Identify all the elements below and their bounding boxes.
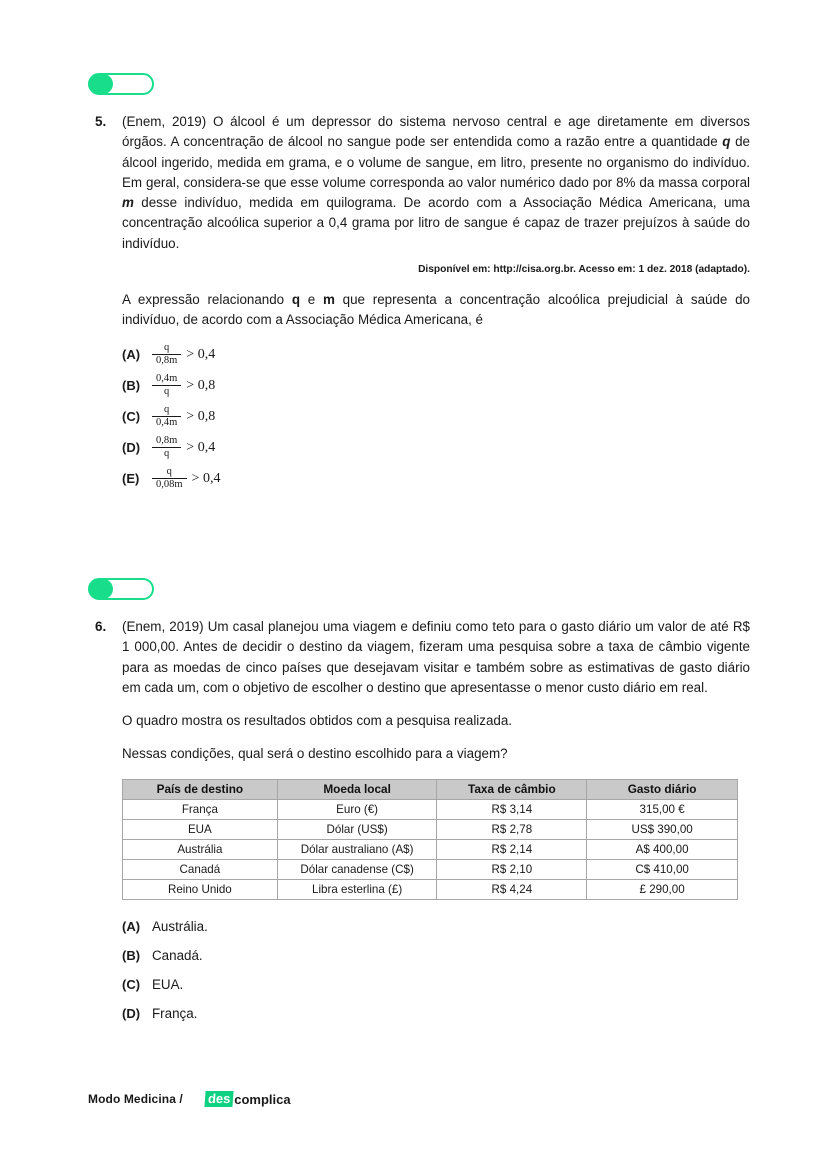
fraction xyxy=(152,374,181,398)
fraction-numerator: 0,8m xyxy=(156,434,178,446)
table-cell: C$ 410,00 xyxy=(587,859,738,879)
fraction-denominator: q xyxy=(164,386,170,398)
footer-label: Modo Medicina / xyxy=(88,1092,183,1106)
alternative-option[interactable] xyxy=(122,974,750,996)
question-stem: (Enem, 2019) O álcool é um depressor do sistema nervoso central e age diretamente em diversos órgãos. A concentração de álcool no sangue pode ser entendida como a razão entre a quantidade q de álcool ingerido, medida em grama, e o volume de sangue, em litro, presente no organismo do indivíduo. Em geral, considera-se que esse volume corresponda ao valor numérico dado por 8% da massa corporal m desse indivíduo, medida em quilograma. De acordo com a Associação Médica Americana, uma concentração alcoólica superior a 0,4 grama por litro de sangue é capaz de trazer prejuízos à saúde do indivíduo. xyxy=(122,114,750,251)
fraction-denominator: q xyxy=(164,448,170,460)
question-number: 6. xyxy=(95,619,107,634)
comparison-operand: > 0,4 xyxy=(186,346,216,362)
table-cell: Reino Unido xyxy=(123,879,278,899)
alternative-expression xyxy=(152,467,220,491)
table-row xyxy=(123,819,738,839)
comparison-operand: > 0,4 xyxy=(186,439,216,455)
page-footer xyxy=(88,1091,291,1107)
alternative-option[interactable] xyxy=(122,945,750,967)
fraction-numerator: q xyxy=(166,465,172,477)
table-cell: R$ 2,78 xyxy=(437,819,587,839)
table-body xyxy=(123,799,738,899)
table-cell: R$ 2,14 xyxy=(437,839,587,859)
fraction xyxy=(152,343,181,367)
alternative-expression xyxy=(152,343,215,367)
table-header-row xyxy=(123,779,738,799)
alternative-option[interactable] xyxy=(122,1003,750,1025)
badge-knob-icon xyxy=(89,74,113,94)
alternative-letter: (A) xyxy=(122,918,141,934)
descomplica-logo xyxy=(205,1091,291,1107)
table-cell: Dólar (US$) xyxy=(277,819,437,839)
question-source: Disponível em: http://cisa.org.br. Acesso em: 1 dez. 2018 (adaptado). xyxy=(418,264,750,276)
question-number: 5. xyxy=(95,114,107,129)
alternative-text: Canadá. xyxy=(152,947,203,963)
table-cell: Euro (€) xyxy=(277,799,437,819)
fraction xyxy=(152,467,187,491)
alternatives-list-6 xyxy=(122,916,750,1025)
table-header-cell: Moeda local xyxy=(277,779,437,799)
table-cell: R$ 3,14 xyxy=(437,799,587,819)
alternative-expression xyxy=(152,436,215,460)
table-header-cell: Taxa de câmbio xyxy=(437,779,587,799)
table-row xyxy=(123,859,738,879)
alternative-letter: (E) xyxy=(122,470,140,486)
math-variable: q xyxy=(722,134,731,150)
table-cell: R$ 2,10 xyxy=(437,859,587,879)
table-cell: US$ 390,00 xyxy=(587,819,738,839)
alternative-expression xyxy=(152,374,215,398)
fraction xyxy=(152,405,181,429)
alternative-letter: (D) xyxy=(122,1005,141,1021)
logo-mark: des xyxy=(204,1091,234,1107)
question-block-5 xyxy=(88,73,750,498)
fraction-numerator: q xyxy=(164,403,170,415)
table-cell: £ 290,00 xyxy=(587,879,738,899)
logo-wordmark: complica xyxy=(234,1091,291,1107)
exchange-rate-table xyxy=(122,779,738,900)
alternative-option[interactable] xyxy=(122,374,750,398)
question-marker-badge[interactable] xyxy=(88,73,154,95)
table-cell: 315,00 € xyxy=(587,799,738,819)
comparison-operand: > 0,4 xyxy=(191,470,221,486)
alternative-text: EUA. xyxy=(152,976,184,992)
alternative-letter: (A) xyxy=(122,346,141,362)
question-block-6 xyxy=(88,578,750,1032)
math-variable: m xyxy=(122,195,134,211)
table-header-cell: País de destino xyxy=(123,779,278,799)
fraction xyxy=(152,436,181,460)
alternative-option[interactable] xyxy=(122,436,750,460)
alternatives-list-5 xyxy=(122,343,750,491)
table-row xyxy=(123,839,738,859)
alternative-option[interactable] xyxy=(122,405,750,429)
badge-knob-icon xyxy=(89,579,113,599)
fraction-denominator: 0,4m xyxy=(156,417,178,429)
comparison-operand: > 0,8 xyxy=(186,408,216,424)
comparison-operand: > 0,8 xyxy=(186,377,216,393)
table-cell: A$ 400,00 xyxy=(587,839,738,859)
alternative-letter: (D) xyxy=(122,439,141,455)
table-cell: Dólar australiano (A$) xyxy=(277,839,437,859)
math-variable: m xyxy=(323,292,335,308)
fraction-numerator: 0,4m xyxy=(156,372,178,384)
table-cell: Dólar canadense (C$) xyxy=(277,859,437,879)
fraction-numerator: q xyxy=(164,341,170,353)
table-cell: Libra esterlina (£) xyxy=(277,879,437,899)
table-row xyxy=(123,799,738,819)
question-prompt: A expressão relacionando q e m que representa a concentração alcoólica prejudicial à saúde do indivíduo, de acordo com a Associação Médica Americana, é xyxy=(122,292,750,328)
table-cell: França xyxy=(123,799,278,819)
alternative-letter: (C) xyxy=(122,976,141,992)
question-note-line-2: Nessas condições, qual será o destino escolhido para a viagem? xyxy=(122,746,508,762)
table-row xyxy=(123,879,738,899)
alternative-letter: (C) xyxy=(122,408,141,424)
alternative-expression xyxy=(152,405,215,429)
table-cell: Canadá xyxy=(123,859,278,879)
question-marker-badge[interactable] xyxy=(88,578,154,600)
alternative-letter: (B) xyxy=(122,947,141,963)
table-cell: EUA xyxy=(123,819,278,839)
question-stem: (Enem, 2019) Um casal planejou uma viagem e definiu como teto para o gasto diário um valor de até R$ 1 000,00. Antes de decidir o destino da viagem, fizeram uma pesquisa sobre a taxa de câmbio vigente para as moedas de cinco países que desejavam visitar e também sobre as estimativas de gasto diário em cada um, com o objetivo de escolher o destino que apresentasse o menor custo diário em real. xyxy=(122,619,750,695)
alternative-option[interactable] xyxy=(122,467,750,491)
table-cell: R$ 4,24 xyxy=(437,879,587,899)
table-header-cell: Gasto diário xyxy=(587,779,738,799)
math-variable: q xyxy=(291,292,301,308)
alternative-text: França. xyxy=(152,1005,198,1021)
alternative-letter: (B) xyxy=(122,377,141,393)
table-cell: Austrália xyxy=(123,839,278,859)
alternative-option[interactable] xyxy=(122,343,750,367)
fraction-denominator: 0,8m xyxy=(156,355,178,367)
fraction-denominator: 0,08m xyxy=(156,479,183,491)
alternative-text: Austrália. xyxy=(152,918,208,934)
question-note-line-1: O quadro mostra os resultados obtidos com a pesquisa realizada. xyxy=(122,713,513,729)
alternative-option[interactable] xyxy=(122,916,750,938)
